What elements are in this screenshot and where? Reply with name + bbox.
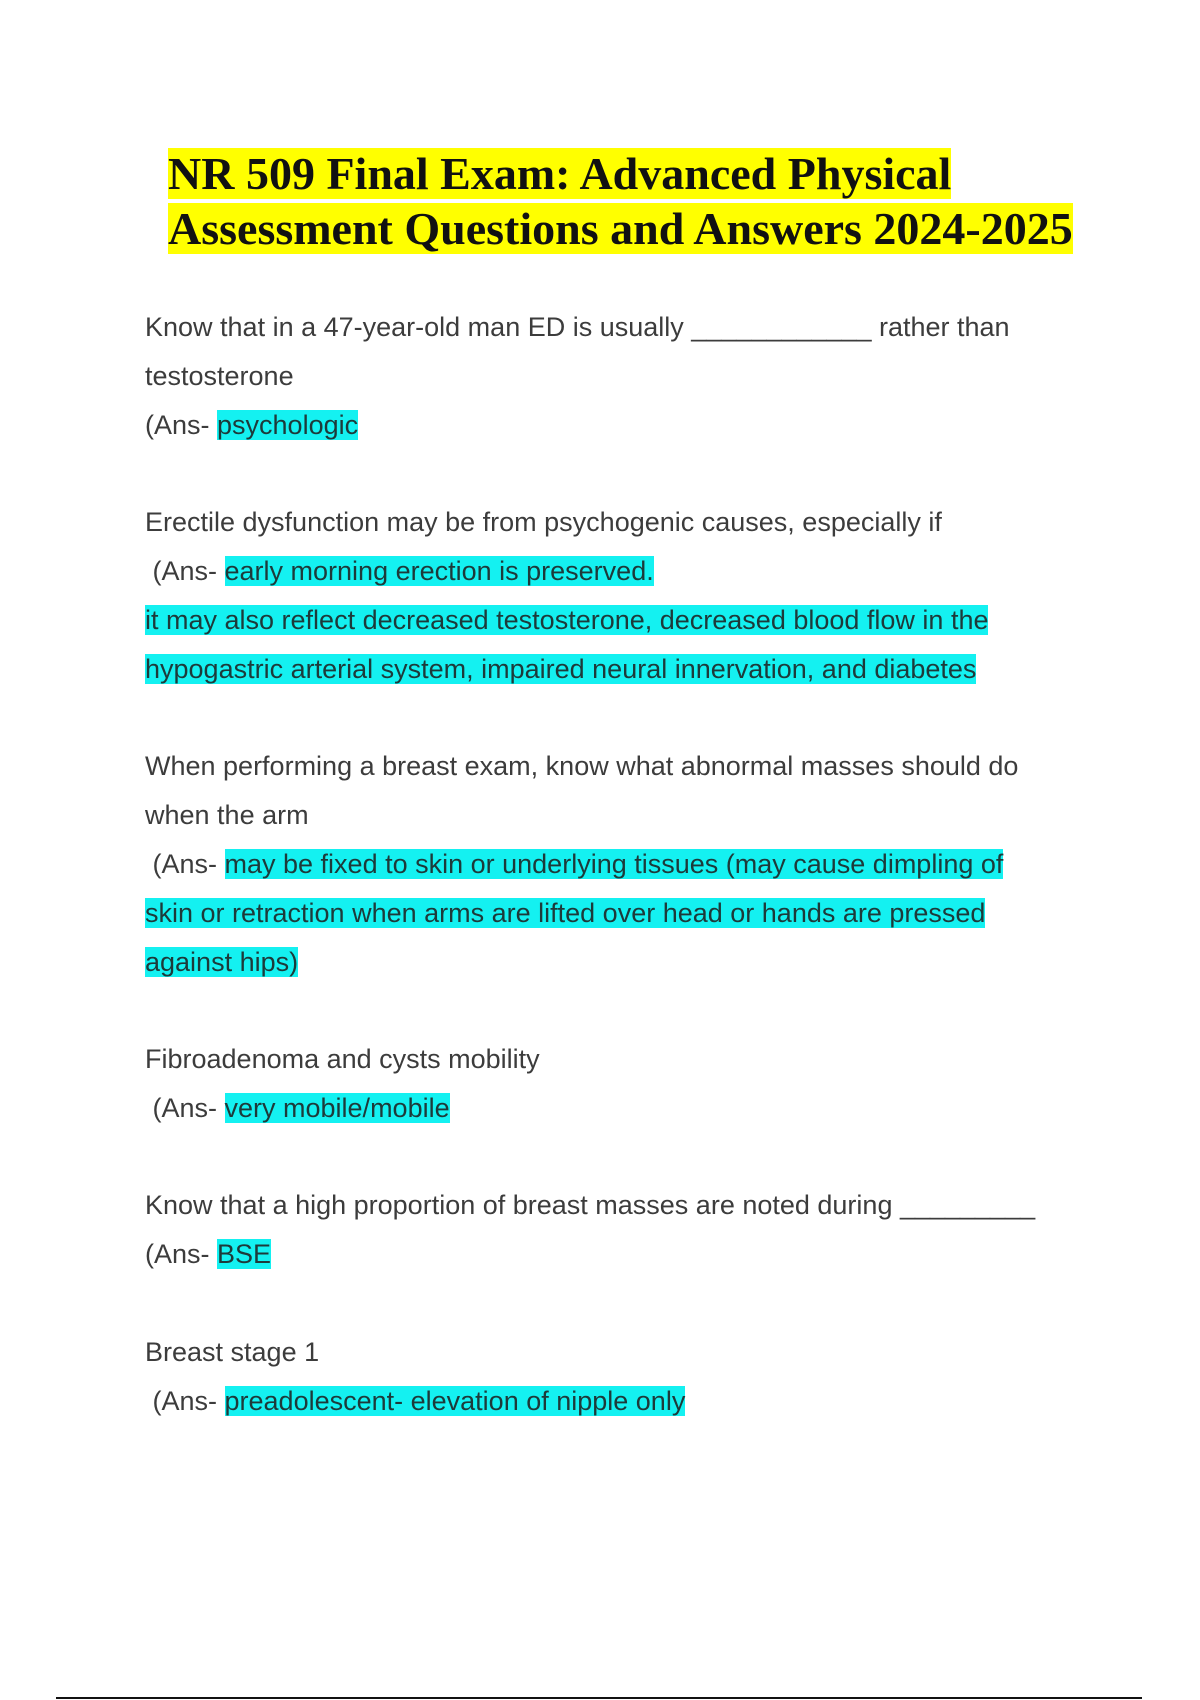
answer-2-line-3: [145, 645, 1085, 694]
answer-3-line-1: [145, 840, 1085, 889]
qa-item-5: [145, 1181, 1085, 1279]
answer-prefix: (Ans-: [145, 410, 218, 440]
qa-item-1: [145, 303, 1085, 450]
title-line-1: NR 509 Final Exam: Advanced Physical: [168, 148, 952, 199]
question-3-line-1: When performing a breast exam, know what abnormal masses should do: [145, 751, 1019, 781]
answer-3-highlight-1: may be fixed to skin or underlying tissues (may cause dimpling of: [224, 849, 1004, 879]
qa-item-3: [145, 742, 1085, 987]
answer-5-line: [145, 1230, 1085, 1279]
answer-6-line: [145, 1377, 1085, 1426]
answer-2-highlight-2: it may also reflect decreased testosterone, decreased blood flow in the: [145, 605, 989, 635]
answer-2-line-2: [145, 596, 1085, 645]
qa-item-2: [145, 498, 1085, 694]
answer-prefix: (Ans-: [145, 1386, 225, 1416]
answer-6-highlight: preadolescent- elevation of nipple only: [224, 1386, 686, 1416]
footer-divider: [56, 1697, 1142, 1699]
question-6: Breast stage 1: [145, 1337, 320, 1367]
answer-1-highlight: psychologic: [217, 410, 359, 440]
answer-prefix: (Ans-: [145, 849, 225, 879]
answer-2-highlight-3: hypogastric arterial system, impaired neural innervation, and diabetes: [145, 654, 977, 684]
question-1-line-1: Know that in a 47-year-old man ED is usually ____________ rather than: [145, 312, 1010, 342]
answer-4-line: [145, 1084, 1085, 1133]
question-1-line-2: testosterone: [145, 361, 294, 391]
question-5: Know that a high proportion of breast masses are noted during _________: [145, 1190, 1036, 1220]
answer-3-line-3: [145, 938, 1085, 987]
answer-3-line-2: [145, 889, 1085, 938]
answer-3-highlight-2: skin or retraction when arms are lifted over head or hands are pressed: [145, 898, 986, 928]
title-line-2: Assessment Questions and Answers 2024-2025: [168, 203, 1073, 254]
answer-prefix: (Ans-: [145, 1239, 218, 1269]
document-title: [168, 146, 1128, 256]
answer-5-highlight: BSE: [217, 1239, 272, 1269]
answer-2-line-1: [145, 547, 1085, 596]
answer-3-highlight-3: against hips): [145, 947, 299, 977]
question-3-line-2: when the arm: [145, 800, 309, 830]
question-4: Fibroadenoma and cysts mobility: [145, 1044, 540, 1074]
qa-item-4: [145, 1035, 1085, 1133]
answer-2-highlight-1: early morning erection is preserved.: [224, 556, 654, 586]
answer-4-highlight: very mobile/mobile: [224, 1093, 450, 1123]
question-2: Erectile dysfunction may be from psychogenic causes, especially if: [145, 507, 942, 537]
qa-item-6: [145, 1328, 1085, 1426]
answer-1-line: [145, 401, 1085, 450]
answer-prefix: (Ans-: [145, 556, 225, 586]
answer-prefix: (Ans-: [145, 1093, 225, 1123]
